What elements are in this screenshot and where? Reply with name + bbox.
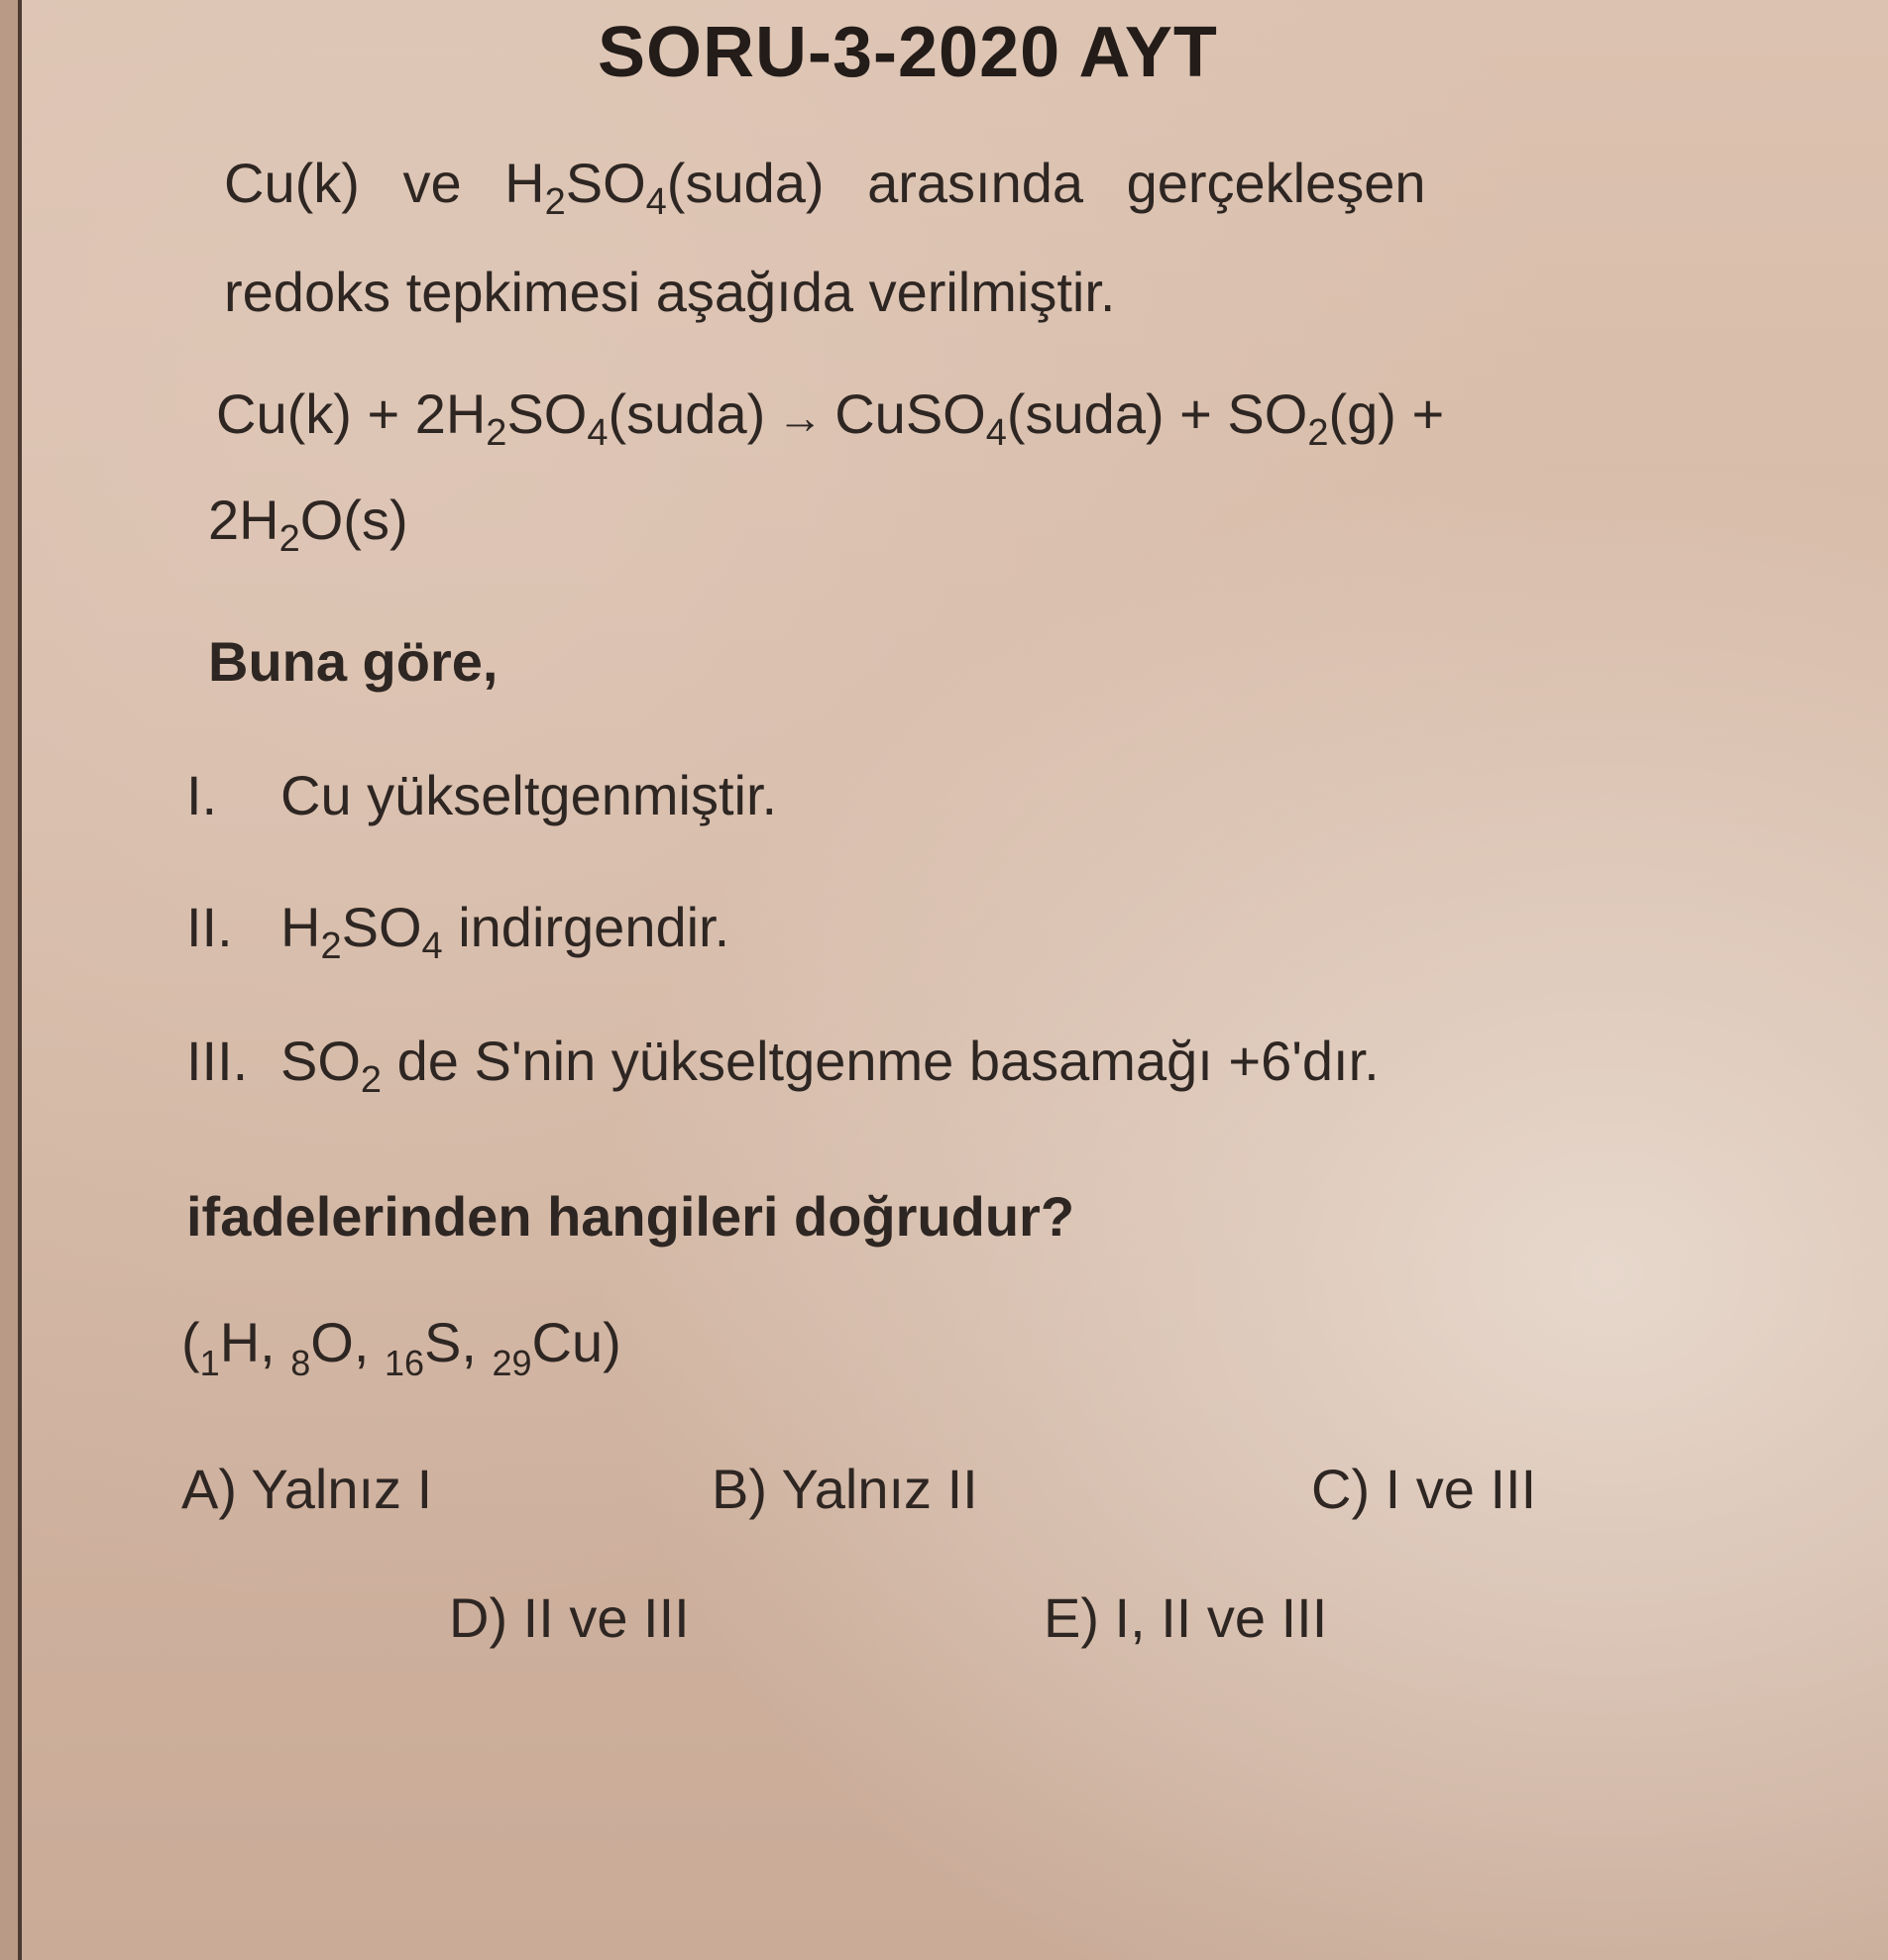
paper-page xyxy=(18,0,1888,1960)
option-a[interactable]: A) Yalnız I xyxy=(181,1458,433,1520)
statement-3: III. $SO_2$ de S'nin yükseltgenme basamağı +6'dır. xyxy=(186,1030,1380,1102)
statement-number: I. xyxy=(186,764,218,826)
margin-line xyxy=(18,0,22,1960)
option-d[interactable]: D) II ve III xyxy=(449,1586,690,1649)
reaction-equation-line-2: $2H_2O(s)$ xyxy=(208,489,408,561)
statement-number: II. xyxy=(186,896,233,958)
reaction-equation-line-1: $Cu(k) + 2H_2SO_4(suda)$ → CuSO$_4$(suda) + $SO_2(g)$ + xyxy=(216,382,1445,455)
statement-number: III. xyxy=(186,1030,249,1092)
option-e[interactable]: E) I, II ve III xyxy=(1044,1586,1328,1649)
option-b[interactable]: B) Yalnız II xyxy=(712,1458,978,1520)
question-prompt: ifadelerinden hangileri doğrudur? xyxy=(186,1185,1075,1248)
statement-1: I. Cu yükseltgenmiştir. xyxy=(186,764,778,826)
statement-2: II. $H_2SO_4$ indirgendir. xyxy=(186,896,730,968)
lead-text: Buna göre, xyxy=(208,630,499,693)
reaction-arrow-icon: → xyxy=(777,391,824,443)
intro-line-1: Cu(k) ve $H_2SO_4(suda)$ arasında gerçekleşen xyxy=(224,152,1426,224)
intro-line-2: redoks tepkimesi aşağıda verilmiştir. xyxy=(224,261,1116,323)
option-c[interactable]: C) I ve III xyxy=(1311,1458,1537,1520)
atomic-numbers: ($_1H$, $_8$O, $_{16}$S, $_{29}$Cu) xyxy=(181,1311,621,1383)
question-title: SORU-3-2020 AYT xyxy=(598,13,1218,92)
